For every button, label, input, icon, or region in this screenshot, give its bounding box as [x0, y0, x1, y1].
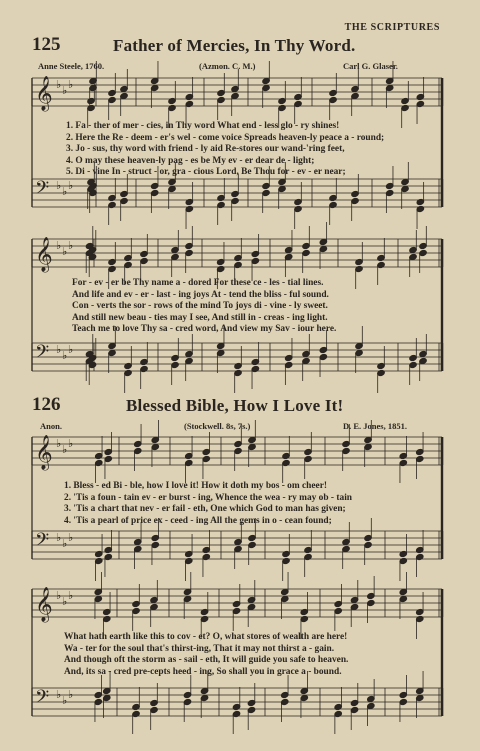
- flat-icon: ♭: [62, 443, 68, 456]
- hymn-title: Blessed Bible, How I Love It!: [126, 396, 344, 415]
- tune-name: (Azmon. C. M.): [199, 61, 256, 71]
- composer-credit: Carl G. Glaser.: [343, 61, 398, 71]
- lyric-line: And life and ev - er - last - ing joys At - tend the bliss - ful sound.: [72, 289, 329, 300]
- treble-clef-icon: 𝄞: [35, 237, 53, 272]
- lyric-line: And, its sa - cred pre-cepts heed - ing, So shall you in grace a - bound.: [64, 666, 342, 677]
- flat-icon: ♭: [62, 84, 68, 97]
- lyric-line: 1. Bless - ed Bi - ble, how I love it! How it doth my bos - om cheer!: [64, 481, 328, 491]
- lyric-line: 4. 'Tis a pearl of price ex - ceed - ing All the gems in o - cean found;: [64, 515, 332, 526]
- lyric-line: What hath earth like this to cov - et? O, what stores of wealth are here!: [64, 632, 348, 642]
- lyric-line: And still new beau - ties may I see, And still in - creas - ing light.: [72, 312, 328, 323]
- lyric-line: 3. Jo - sus, thy word with friend - ly aid Re-stores our wand-'ring feet,: [66, 144, 345, 155]
- flat-icon: ♭: [68, 531, 74, 544]
- tune-name: (Stockwell. 8s, 7s.): [184, 421, 251, 431]
- lyric-line: 5. Di - vine In - struct - or, gra - cious Lord, Be Thou for - ev - er near;: [66, 167, 346, 178]
- flat-icon: ♭: [56, 589, 62, 602]
- author-credit: Anon.: [40, 421, 62, 431]
- author-credit: Anne Steele, 1760.: [38, 61, 105, 71]
- flat-icon: ♭: [62, 537, 68, 550]
- flat-icon: ♭: [68, 239, 74, 252]
- lyric-line: 3. 'Tis a chart that nev - er fail - eth, One which God to man has given;: [64, 504, 346, 515]
- treble-clef-icon: 𝄞: [35, 76, 53, 111]
- flat-icon: ♭: [56, 531, 62, 544]
- lyric-line: And though oft the storm as - sail - eth, It will guide you safe to heaven.: [64, 655, 349, 666]
- flat-icon: ♭: [68, 343, 74, 356]
- bass-clef-icon: 𝄢: [35, 342, 50, 367]
- hymn-title: Father of Mercies, In Thy Word.: [113, 36, 356, 55]
- lyric-line: Con - verts the sor - rows of the mind To joys di - vine - ly sweet.: [72, 301, 328, 312]
- lyric-line: 1. Fa - ther of mer - cies, in Thy word What end - less glo - ry shines!: [66, 121, 340, 131]
- flat-icon: ♭: [56, 343, 62, 356]
- bass-clef-icon: 𝄢: [35, 178, 50, 203]
- treble-clef-icon: 𝄞: [35, 587, 53, 622]
- flat-icon: ♭: [68, 179, 74, 192]
- flat-icon: ♭: [62, 349, 68, 362]
- flat-icon: ♭: [56, 78, 62, 91]
- lyric-line: 4. O may these heaven-ly pag - es be My ev - er dear de - light;: [66, 155, 315, 166]
- flat-icon: ♭: [68, 437, 74, 450]
- flat-icon: ♭: [62, 694, 68, 707]
- flat-icon: ♭: [56, 179, 62, 192]
- lyric-line: Teach me to love Thy sa - cred word, And view my Sav - iour here.: [72, 324, 337, 335]
- composer-credit: D. E. Jones, 1851.: [343, 421, 407, 431]
- hymn-number: 125: [32, 34, 61, 55]
- flat-icon: ♭: [56, 239, 62, 252]
- lyric-line: For - ev - er be Thy name a - dored For these ce - les - tial lines.: [72, 278, 324, 288]
- lyric-line: 2. 'Tis a foun - tain ev - er burst - ing, Whence the wea - ry may ob - tain: [64, 492, 353, 503]
- flat-icon: ♭: [68, 589, 74, 602]
- flat-icon: ♭: [68, 78, 74, 91]
- flat-icon: ♭: [68, 688, 74, 701]
- treble-clef-icon: 𝄞: [35, 435, 53, 470]
- bass-clef-icon: 𝄢: [35, 530, 50, 555]
- lyric-line: Wa - ter for the soul that's thirst-ing, That it may not thirst a - gain.: [64, 643, 335, 654]
- flat-icon: ♭: [56, 688, 62, 701]
- flat-icon: ♭: [62, 595, 68, 608]
- flat-icon: ♭: [62, 245, 68, 258]
- flat-icon: ♭: [62, 185, 68, 198]
- hymn-number: 126: [32, 394, 61, 415]
- flat-icon: ♭: [56, 437, 62, 450]
- lyric-line: 2. Here the Re - deem - er's wel - come voice Spreads heaven-ly peace a - round;: [66, 132, 385, 143]
- bass-clef-icon: 𝄢: [35, 687, 50, 712]
- section-header: THE SCRIPTURES: [344, 22, 440, 33]
